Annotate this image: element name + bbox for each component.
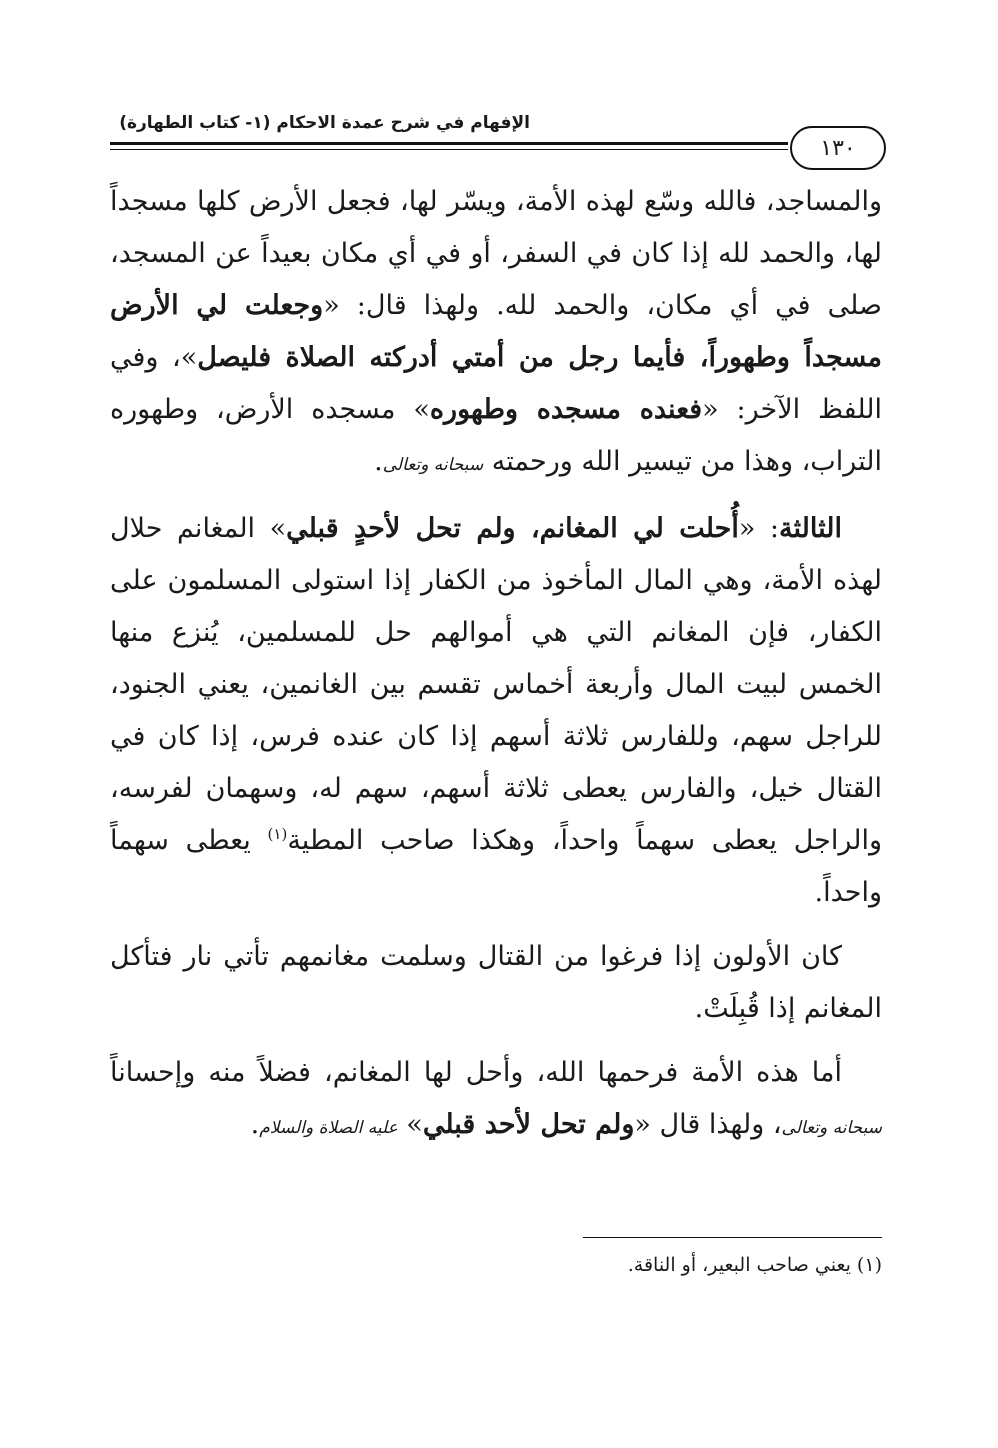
paragraph-1 <box>110 176 882 491</box>
paragraph-2 <box>110 503 882 919</box>
hadith-quote: وجعلت لي الأرض مسجداً وطهوراً، فأيما رجل من أمتي أدركته الصلاة فليصل <box>110 290 882 373</box>
footnote-reference[interactable]: (١) <box>267 825 288 843</box>
text-run: أما هذه الأمة فرحمها الله، وأحل لها المغانم، فضلاً منه وإحساناً <box>110 1057 842 1088</box>
main-text <box>110 176 882 1154</box>
text-run: : « <box>738 513 780 544</box>
honorific-glyph: سبحانه وتعالى <box>382 455 484 475</box>
text-run: ، ولهذا قال « <box>634 1109 782 1140</box>
paragraph-3 <box>110 931 882 1035</box>
text-run: والمساجد، فالله وسّع لهذه الأمة، ويسّر لها، فجعل الأرض كلها مسجداً لها، والحمد لله إذا كان في السفر، أو في أي مكان بعيداً عن المسجد، صلى في أي مكان، والحمد لله. ولهذا قال: « <box>110 186 882 321</box>
running-header-title: الإفهام في شرح عمدة الاحكام (١- كتاب الطهارة) <box>119 113 530 133</box>
text-run: » المغانم حلال لهذه الأمة، وهي المال المأخوذ من الكفار إذا استولى المسلمون على الكفار، فإن المغانم التي هي أموالهم حل للمسلمين، يُنزع منها الخمس لبيت المال وأربعة أخماس تقسم بين الغانمين، يعني الجنود، للراجل سهم، وللفارس ثلاثة أسهم إذا كان عنده فرس، إذا كان في القتال خيل، والفارس يعطى ثلاثة أسهم، سهم له، وسهمان لفرسه، والراجل يعطى سهماً واحداً، وهكذا صاحب المطية <box>110 513 883 856</box>
text-run: »، وفي اللفظ الآخر: « <box>110 342 882 425</box>
header-rule <box>110 142 788 145</box>
point-heading: الثالثة <box>779 513 842 544</box>
hadith-quote: فعنده مسجده وطهوره <box>429 394 703 425</box>
text-run: كان الأولون إذا فرغوا من القتال وسلمت مغانمهم تأتي نار فتأكل المغانم إذا قُبِلَتْ. <box>110 941 882 1024</box>
header-rule-thin <box>110 149 788 150</box>
text-run: . <box>250 1109 260 1140</box>
text-run: يعطى سهماً واحداً. <box>110 825 882 908</box>
page-number: ١٣٠ <box>790 126 886 170</box>
hadith-quote: أُحلت لي المغانم، ولم تحل لأحدٍ قبلي <box>286 513 739 544</box>
hadith-quote: ولم تحل لأحد قبلي <box>422 1109 635 1140</box>
honorific-glyph: عليه الصلاة والسلام <box>259 1118 398 1138</box>
text-run: » مسجده الأرض، وطهوره التراب، وهذا من تيسير الله ورحمته <box>110 394 882 477</box>
footnote-separator <box>583 1237 882 1238</box>
text-run: » <box>397 1109 423 1140</box>
footnote: (١) يعني صاحب البعير، أو الناقة. <box>627 1254 882 1276</box>
honorific-glyph: سبحانه وتعالى <box>781 1118 882 1138</box>
text-run: . <box>374 446 383 477</box>
paragraph-4 <box>110 1047 882 1154</box>
